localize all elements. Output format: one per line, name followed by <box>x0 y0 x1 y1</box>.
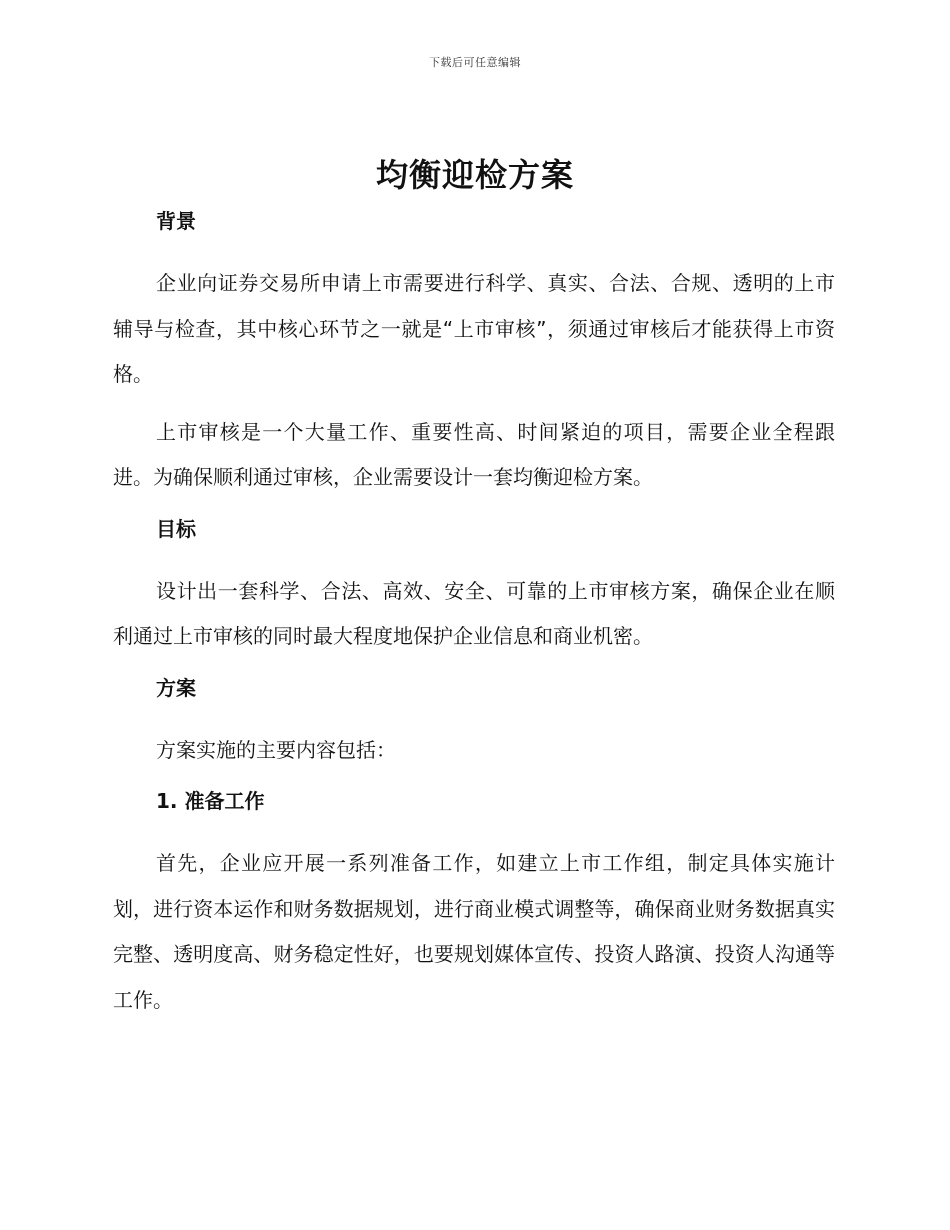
paragraph-plan-intro: 方案实施的主要内容包括： <box>156 737 396 762</box>
heading-preparation: 1. 准备工作 <box>156 789 265 813</box>
heading-plan: 方案 <box>156 675 196 700</box>
heading-background: 背景 <box>156 209 196 233</box>
paragraph-background-1: 企业向证券交易所申请上市需要进行科学、真实、合法、合规、透明的上市辅导与检查，其中核心环节之一就是“上市审核”，须通过审核后才能获得上市资格。 <box>113 271 835 386</box>
paragraph-goal-1: 设计出一套科学、合法、高效、安全、可靠的上市审核方案，确保企业在顺利通过上市审核的同时最大程度地保护企业信息和商业机密。 <box>113 578 835 648</box>
paragraph-preparation: 首先，企业应开展一系列准备工作，如建立上市工作组，制定具体实施计划，进行资本运作和财务数据规划，进行商业模式调整等，确保商业财务数据真实完整、透明度高、财务稳定性好，也要规划媒体宣传、投资人路演、投资人沟通等工作。 <box>113 851 835 1012</box>
header-note: 下载后可任意编辑 <box>429 56 521 69</box>
document-title: 均衡迎检方案 <box>375 156 574 194</box>
heading-goal: 目标 <box>156 516 196 541</box>
paragraph-background-2: 上市审核是一个大量工作、重要性高、时间紧迫的项目，需要企业全程跟进。为确保顺利通过审核，企业需要设计一套均衡迎检方案。 <box>113 419 835 489</box>
document-body <box>113 205 835 1023</box>
